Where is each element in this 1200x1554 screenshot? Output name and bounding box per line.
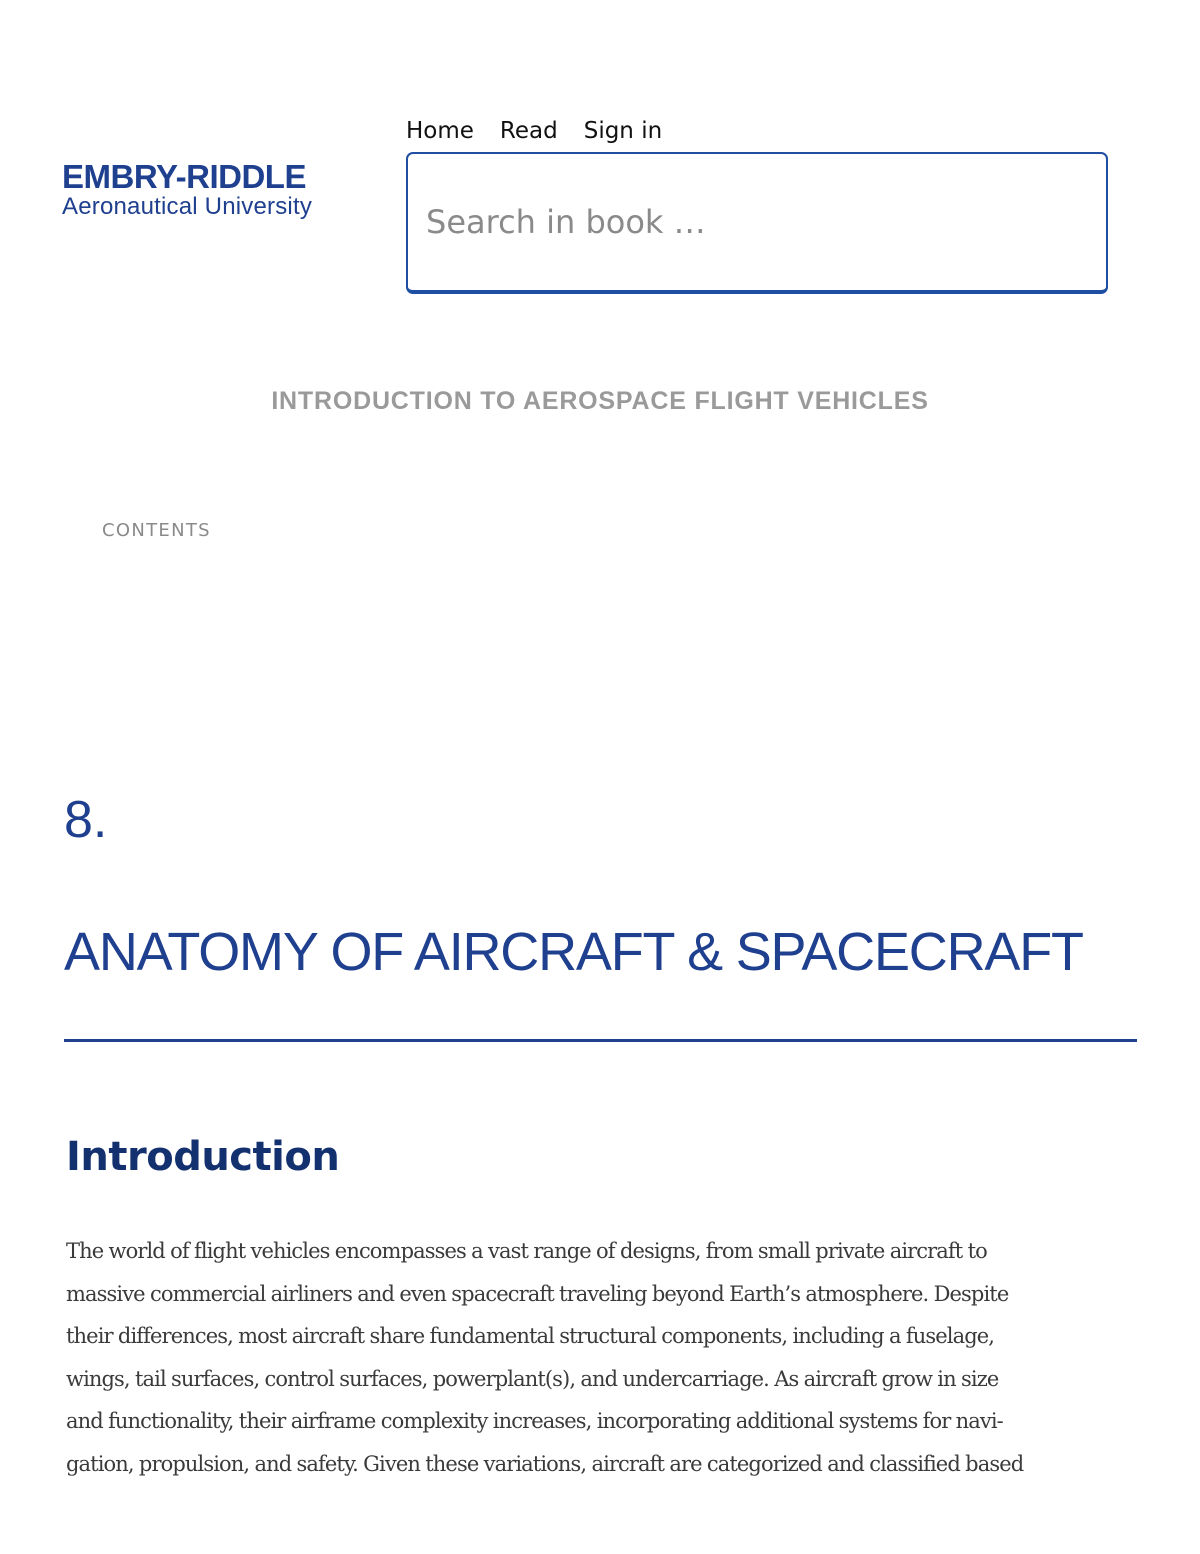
- top-navigation: [406, 114, 662, 148]
- search-input[interactable]: [426, 198, 1086, 246]
- book-title[interactable]: INTRODUCTION TO AEROSPACE FLIGHT VEHICLES: [271, 387, 929, 415]
- logo-wordmark: EMBRY-RIDDLE: [62, 158, 306, 195]
- paragraph-line: The world of flight vehicles encompasses a vast range of designs, from small private aircraft to: [66, 1239, 987, 1263]
- nav-read-link[interactable]: Read: [499, 118, 558, 144]
- intro-paragraph: [66, 1230, 1136, 1485]
- section-heading: Introduction: [66, 1134, 340, 1180]
- title-divider: [64, 1039, 1137, 1042]
- logo-subtitle: Aeronautical University: [62, 193, 313, 220]
- paragraph-line: and functionality, their airframe complexity increases, incorporating additional systems for navi-: [66, 1409, 1003, 1433]
- paragraph-line: gation, propulsion, and safety. Given these variations, aircraft are categorized and classified based: [66, 1451, 1024, 1476]
- chapter-number: 8.: [64, 791, 108, 849]
- chapter-title: ANATOMY OF AIRCRAFT & SPACECRAFT: [64, 922, 1083, 982]
- university-logo[interactable]: [62, 160, 382, 224]
- paragraph-line: wings, tail surfaces, control surfaces, powerplant(s), and undercarriage. As aircraft grow in size: [66, 1366, 999, 1391]
- nav-sign-in-link[interactable]: Sign in: [583, 118, 663, 144]
- search-box[interactable]: [406, 152, 1108, 294]
- nav-home-link[interactable]: Home: [406, 118, 474, 144]
- paragraph-line: their differences, most aircraft share fundamental structural components, including a fuselage,: [66, 1324, 995, 1348]
- paragraph-line: massive commercial airliners and even spacecraft traveling beyond Earth’s atmosphere. Despite: [66, 1281, 1009, 1306]
- contents-link[interactable]: CONTENTS: [102, 520, 211, 541]
